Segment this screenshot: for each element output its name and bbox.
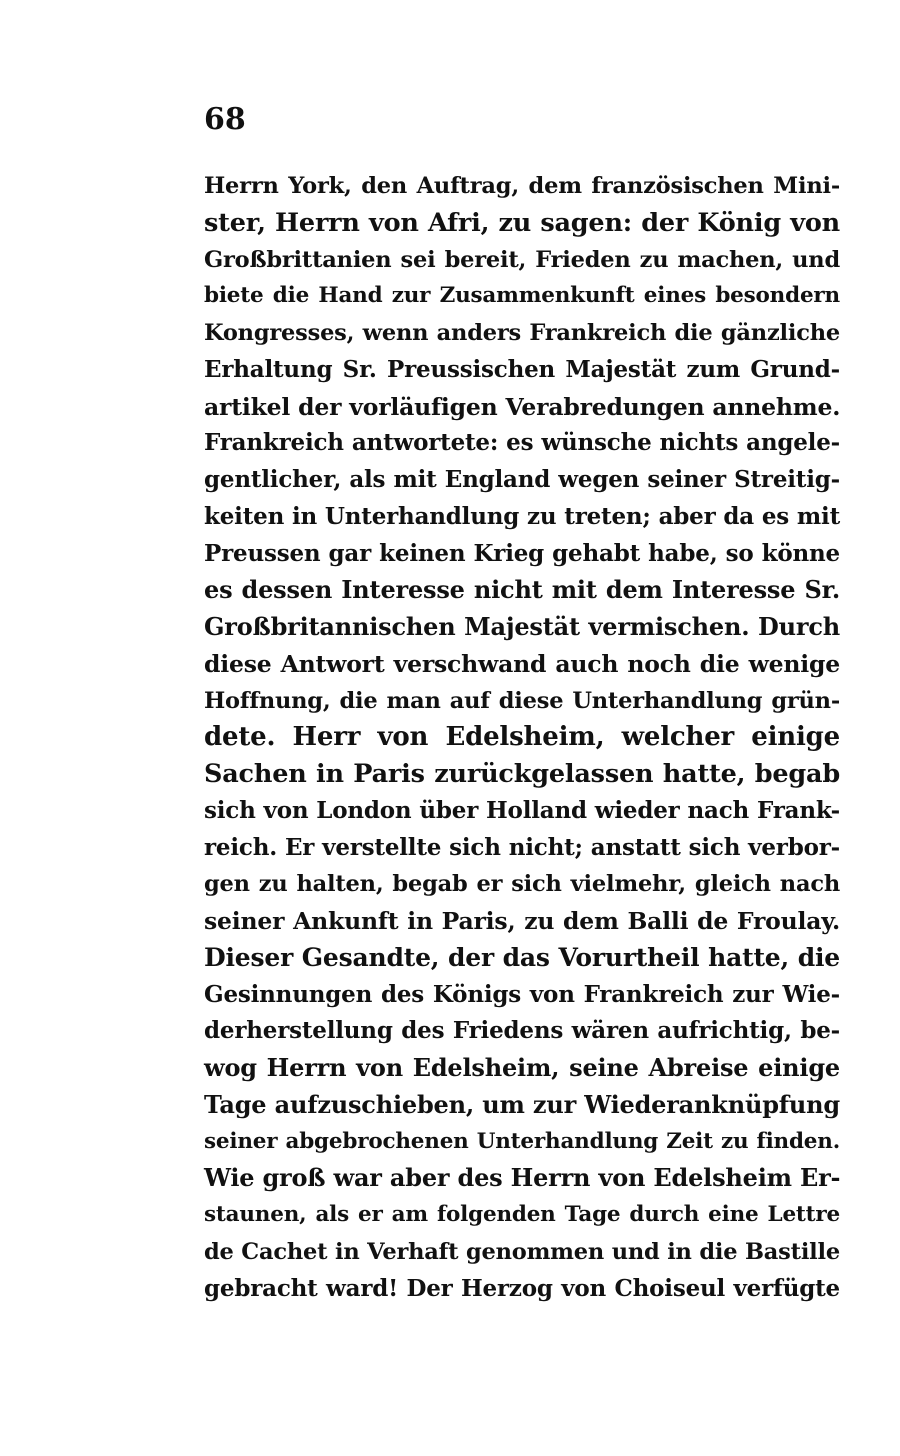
text-line: staunen, als er am folgenden Tage durch eine Lettre (204, 1202, 840, 1227)
text-line: Hoffnung, die man auf diese Unterhandlung grün- (204, 687, 840, 714)
text-line: Kongresses, wenn anders Frankreich die gänzliche (204, 320, 840, 346)
text-line: Großbritannischen Majestät vermischen. Durch (204, 612, 840, 641)
text-line: de Cachet in Verhaft genommen und in die Bastille (204, 1238, 840, 1265)
page-number: 68 (204, 102, 246, 137)
text-line: Frankreich antwortete: es wünsche nichts angele- (204, 429, 840, 457)
text-line: derherstellung des Friedens wären aufrichtig, be- (204, 1017, 840, 1045)
text-line: seiner Ankunft in Paris, zu dem Balli de Froulay. (204, 907, 840, 935)
text-line: gebracht ward! Der Herzog von Choiseul verfügte (204, 1274, 840, 1302)
text-line: gentlicher, als mit England wegen seiner Streitig- (204, 466, 840, 493)
text-line: seiner abgebrochenen Unterhandlung Zeit zu finden. (204, 1128, 840, 1154)
text-line: keiten in Unterhandlung zu treten; aber da es mit (204, 502, 840, 530)
text-line: Tage aufzuschieben, um zur Wiederanknüpfung (204, 1089, 840, 1119)
text-line: reich. Er verstellte sich nicht; anstatt sich verbor- (204, 833, 840, 861)
text-line: Wie groß war aber des Herrn von Edelsheim Er- (204, 1163, 841, 1193)
text-line: dete. Herr von Edelsheim, welcher einige (204, 722, 840, 753)
text-line: Dieser Gesandte, der das Vorurtheil hatte, die (204, 942, 840, 972)
text-line: sich von London über Holland wieder nach Frank- (204, 796, 840, 824)
text-line: Großbrittanien sei bereit, Frieden zu machen, und (204, 246, 840, 273)
body-text (204, 168, 840, 1307)
text-line: biete die Hand zur Zusammenkunft eines besondern (204, 283, 840, 309)
text-line: Herrn York, den Auftrag, dem französischen Mini- (204, 173, 840, 199)
text-line: ster, Herrn von Afri, zu sagen: der König von (204, 207, 840, 238)
text-line: wog Herrn von Edelsheim, seine Abreise einige (204, 1053, 840, 1082)
text-line: artikel der vorläufigen Verabredungen annehme. (204, 392, 841, 421)
text-line: Preussen gar keinen Krieg gehabt habe, so könne (204, 539, 840, 567)
text-line: diese Antwort verschwand auch noch die wenige (204, 649, 840, 678)
text-line: Gesinnungen des Königs von Frankreich zur Wie- (204, 980, 840, 1008)
text-line: Erhaltung Sr. Preussischen Majestät zum Grund- (204, 355, 840, 383)
text-line: Sachen in Paris zurückgelassen hatte, begab (204, 759, 840, 789)
text-line: es dessen Interesse nicht mit dem Interesse Sr. (204, 575, 840, 605)
text-line: gen zu halten, begab er sich vielmehr, gleich nach (204, 871, 840, 898)
